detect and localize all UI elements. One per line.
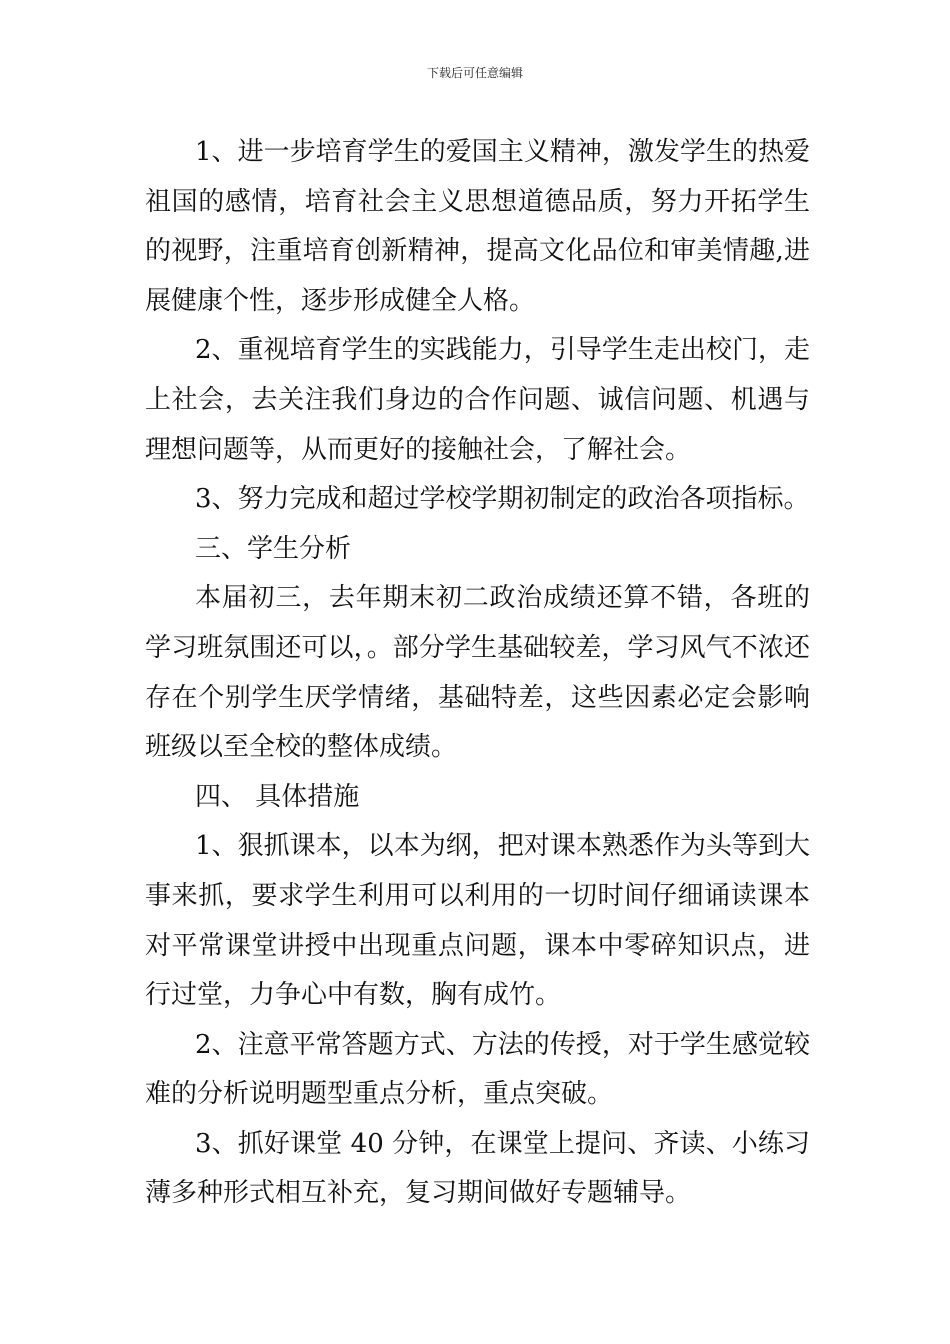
text-line: 理想问题等，从而更好的接触社会，了解社会。 xyxy=(145,434,692,465)
text-line: 事来抓，要求学生利用可以利用的一切时间仔细诵读课本 xyxy=(145,880,810,911)
paragraph-goal-3 xyxy=(145,475,810,525)
text-line: 还存在个别学生厌学情绪，基础特差，这些因素必定会影 xyxy=(145,632,810,713)
paragraph-measure-1 xyxy=(145,822,810,1020)
text-line: 祖国的感情，培育社会主义思想道德品质，努力开拓学生 xyxy=(145,186,810,217)
paragraph-student-analysis xyxy=(145,574,810,772)
text-line: 2、注意平常答题方式、方法的传授，对于学生感觉较 xyxy=(195,1029,810,1060)
text-line: 上社会，去关注我们身边的合作问题、诚信问题、机遇与 xyxy=(145,384,810,415)
text-line: 本届初三，去年期末初二政治成绩还算不错，各班的 xyxy=(195,583,810,614)
text-line: 3、努力完成和超过学校学期初制定的政治各项指标。 xyxy=(195,484,810,515)
text-line: 四、 具体措施 xyxy=(195,781,360,812)
text-line: 多种形式相互补充，复习期间做好专题辅导。 xyxy=(171,1178,692,1209)
paragraph-goal-2 xyxy=(145,326,810,475)
paragraph-measure-3 xyxy=(145,1120,810,1219)
text-line: 展健康个性，逐步形成健全人格。 xyxy=(145,285,536,316)
text-line: 1、狠抓课本，以本为纲，把对课本熟悉作为头等到大 xyxy=(195,831,810,862)
paragraph-measure-2 xyxy=(145,1021,810,1120)
page-header: 下载后可任意编辑 xyxy=(426,66,523,80)
text-line: 3、抓好课堂 40 分钟，在课堂上提问、齐读、小练习薄 xyxy=(145,1128,810,1209)
document-body xyxy=(145,128,810,1219)
text-line: 难的分析说明题型重点分析，重点突破。 xyxy=(145,1079,614,1110)
paragraph-goal-1 xyxy=(145,128,810,326)
text-line: 学习班氛围还可以，。部分学生基础较差，学习风气不浓 xyxy=(145,632,784,663)
text-line: 行过堂，力争心中有数，胸有成竹。 xyxy=(145,980,562,1011)
text-line: 1、进一步培育学生的爱国主义精神，激发学生的热爱 xyxy=(195,137,810,167)
section-heading-student-analysis xyxy=(145,525,810,575)
text-line: 的视野，注重培育创新精神，提高文化品位和审美情趣,进 xyxy=(145,236,810,267)
text-line: 响班级以至全校的整体成绩。 xyxy=(145,682,810,763)
text-line: 三、学生分析 xyxy=(195,533,352,564)
text-line: 2、重视培育学生的实践能力，引导学生走出校门，走 xyxy=(195,335,810,366)
section-heading-measures xyxy=(145,773,810,823)
text-line: 对平常课堂讲授中出现重点问题，课本中零碎知识点，进 xyxy=(145,930,810,961)
